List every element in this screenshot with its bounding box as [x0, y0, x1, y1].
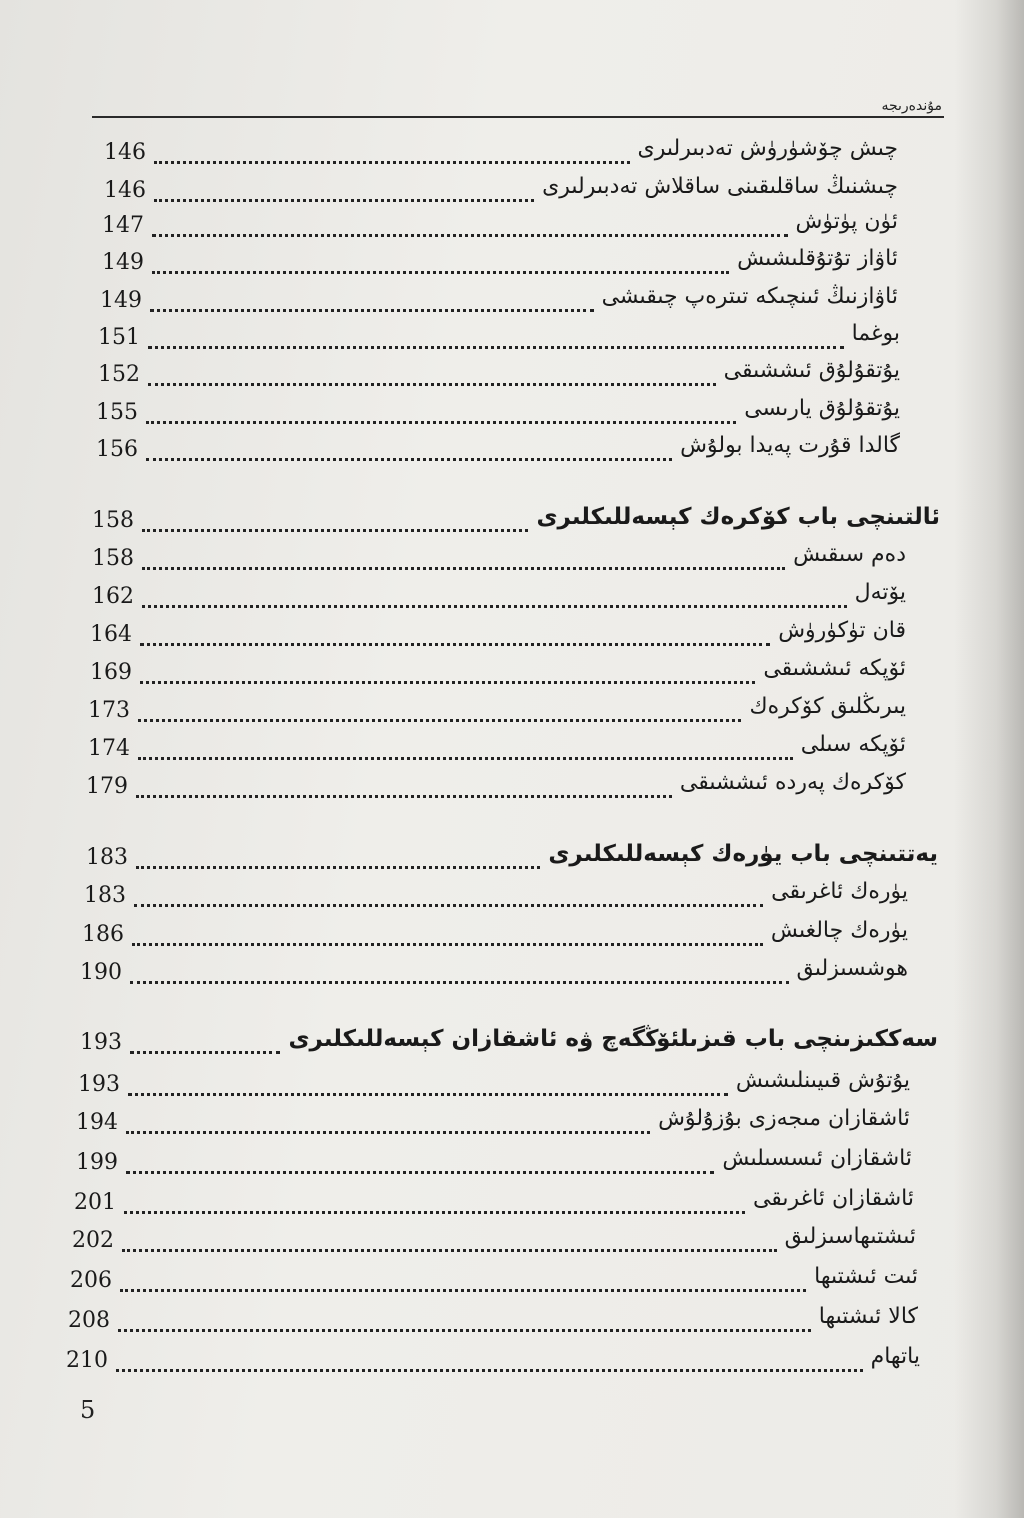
- toc-entry: [68, 1304, 918, 1344]
- toc-page-number: 179: [86, 774, 128, 799]
- toc-leader-dots: [148, 346, 844, 349]
- toc-entry: [90, 618, 906, 658]
- toc-page-number: 149: [100, 288, 142, 313]
- toc-leader-dots: [124, 1211, 745, 1214]
- toc-page-number: 183: [86, 845, 128, 870]
- toc-page-number: 162: [92, 584, 134, 609]
- toc-leader-dots: [116, 1369, 863, 1372]
- toc-entry-title: يۇتقۇلۇق يارىسى: [744, 396, 900, 421]
- toc-entry: [90, 656, 906, 696]
- toc-leader-dots: [120, 1289, 806, 1292]
- toc-leader-dots: [152, 234, 788, 237]
- toc-page-number: 201: [74, 1190, 116, 1215]
- toc-leader-dots: [132, 943, 763, 946]
- toc-page-number: 169: [90, 660, 132, 685]
- toc-entry-title: ئاشقازان ئىسسىلىش: [722, 1146, 912, 1171]
- toc-chapter-entry: [92, 504, 940, 544]
- toc-page-number: 190: [80, 960, 122, 985]
- toc-entry-title: قان تۈكۈرۈش: [778, 618, 906, 643]
- toc-leader-dots: [140, 681, 755, 684]
- toc-leader-dots: [154, 161, 630, 164]
- toc-leader-dots: [146, 421, 736, 424]
- toc-entry-title: ئۆپكە ئىششىقى: [763, 656, 906, 681]
- toc-entry: [102, 209, 898, 249]
- toc-page-number: 193: [80, 1030, 122, 1055]
- toc-leader-dots: [154, 199, 534, 202]
- toc-leader-dots: [138, 719, 741, 722]
- toc-entry-title: چىش چۆشۈرۈش تەدبىرلىرى: [637, 136, 898, 161]
- toc-entry-title: ئاۋاز تۇتۇقلىشىش: [737, 246, 898, 271]
- toc-entry-title: ياتهام: [870, 1344, 920, 1369]
- toc-leader-dots: [142, 605, 847, 608]
- toc-chapter-title: يەتتىنچى باب يۈرەك كېسەللىكلىرى: [548, 841, 938, 867]
- toc-entry-title: هوشسىزلىق: [796, 956, 908, 981]
- toc-leader-dots: [136, 795, 672, 798]
- toc-chapter-title: سەككىزىنچى باب قىزىلئۆڭگەچ ۋە ئاشقازان كېسەللىكلىرى: [288, 1026, 938, 1052]
- toc-entry: [84, 879, 908, 919]
- running-header: مۇندەرىجە: [881, 98, 942, 114]
- toc-page-number: 156: [96, 437, 138, 462]
- toc-entry-title: يۈرەك چالغىش: [770, 918, 908, 943]
- toc-entry: [98, 358, 900, 398]
- toc-entry-title: كالا ئىشتىها: [818, 1304, 918, 1329]
- toc-entry: [104, 136, 898, 176]
- toc-page-number: 146: [104, 178, 146, 203]
- toc-entry: [96, 433, 900, 473]
- toc-entry: [104, 174, 898, 214]
- toc-entry: [88, 732, 906, 772]
- toc-entry: [76, 1106, 910, 1146]
- toc-entry: [92, 542, 906, 582]
- toc-leader-dots: [134, 904, 763, 907]
- toc-leader-dots: [152, 271, 729, 274]
- toc-entry: [88, 694, 906, 734]
- toc-leader-dots: [136, 866, 540, 869]
- toc-page-number: 173: [88, 698, 130, 723]
- toc-entry: [76, 1146, 912, 1186]
- toc-entry-title: ئاشقازان مىجەزى بۇزۇلۇش: [658, 1106, 910, 1131]
- toc-entry-title: يۆتەل: [854, 580, 906, 605]
- toc-entry-title: ئاۋازنىڭ ئىنچىكە تىترەپ چىقىشى: [601, 284, 898, 309]
- toc-page-number: 183: [84, 883, 126, 908]
- toc-chapter-entry: [80, 1026, 938, 1066]
- toc-page-number: 164: [90, 622, 132, 647]
- toc-page-number: 199: [76, 1150, 118, 1175]
- toc-leader-dots: [126, 1171, 714, 1174]
- toc-entry: [96, 396, 900, 436]
- toc-page-number: 210: [66, 1348, 108, 1373]
- toc-entry-title: ئاشقازان ئاغرىقى: [752, 1186, 914, 1211]
- toc-leader-dots: [118, 1329, 811, 1332]
- toc-entry: [70, 1264, 918, 1304]
- toc-leader-dots: [148, 383, 716, 386]
- toc-entry-title: يۈرەك ئاغرىقى: [771, 879, 908, 904]
- toc-entry: [100, 284, 898, 324]
- toc-entry-title: يىرىڭلىق كۆكرەك: [749, 694, 906, 719]
- toc-page-number: 193: [78, 1072, 120, 1097]
- toc-leader-dots: [126, 1131, 650, 1134]
- toc-entry: [66, 1344, 920, 1384]
- toc-page-number: 158: [92, 508, 134, 533]
- toc-chapter-entry: [86, 841, 938, 881]
- toc-entry: [92, 580, 906, 620]
- toc-page-number: 147: [102, 213, 144, 238]
- toc-entry-title: كۆكرەك پەردە ئىششىقى: [679, 770, 906, 795]
- toc-entry: [80, 956, 908, 996]
- toc-leader-dots: [146, 458, 672, 461]
- toc-entry-title: بوغما: [851, 321, 900, 346]
- toc-entry-title: يۇتۇش قىيىنلىشىش: [735, 1068, 910, 1093]
- toc-entry-title: دەم سىقىش: [793, 542, 906, 567]
- toc-leader-dots: [142, 567, 785, 570]
- toc-entry: [98, 321, 900, 361]
- page-number: 5: [80, 1396, 96, 1424]
- toc-entry-title: چىشنىڭ ساقلىقىنى ساقلاش تەدبىرلىرى: [542, 174, 898, 199]
- toc-page-number: 186: [82, 922, 124, 947]
- toc-entry: [102, 246, 898, 286]
- toc-leader-dots: [122, 1249, 777, 1252]
- toc-page-number: 158: [92, 546, 134, 571]
- toc-page-number: 202: [72, 1228, 114, 1253]
- toc-leader-dots: [130, 981, 789, 984]
- toc-page-number: 174: [88, 736, 130, 761]
- toc-entry: [82, 918, 908, 958]
- toc-entry-title: ئىشتىهاسىزلىق: [784, 1224, 916, 1249]
- toc-leader-dots: [140, 643, 770, 646]
- toc-entry-title: ئۆپكە سىلى: [800, 732, 906, 757]
- toc-page-number: 155: [96, 400, 138, 425]
- toc-page-number: 152: [98, 362, 140, 387]
- toc-entry-title: گالدا قۇرت پەيدا بولۇش: [680, 433, 900, 458]
- toc-entry: [72, 1224, 916, 1264]
- toc-page-number: 194: [76, 1110, 118, 1135]
- toc-entry: [86, 770, 906, 810]
- toc-entry-title: ئىت ئىشتىها: [814, 1264, 918, 1289]
- toc-entry: [78, 1068, 910, 1108]
- toc-chapter-title: ئالتىنچى باب كۆكرەك كېسەللىكلىرى: [536, 504, 940, 530]
- toc-page-number: 151: [98, 325, 140, 350]
- toc-page-number: 149: [102, 250, 144, 275]
- toc-page-number: 206: [70, 1268, 112, 1293]
- toc-leader-dots: [150, 309, 594, 312]
- toc-leader-dots: [138, 757, 793, 760]
- toc-page-number: 146: [104, 140, 146, 165]
- toc-leader-dots: [142, 529, 528, 532]
- toc-entry: [74, 1186, 914, 1226]
- toc-page-number: 208: [68, 1308, 110, 1333]
- toc-leader-dots: [130, 1051, 280, 1054]
- toc-entry-title: ئۈن پۈتۈش: [795, 209, 898, 234]
- toc-leader-dots: [128, 1093, 728, 1096]
- toc-entry-title: يۇتقۇلۇق ئىششىقى: [723, 358, 900, 383]
